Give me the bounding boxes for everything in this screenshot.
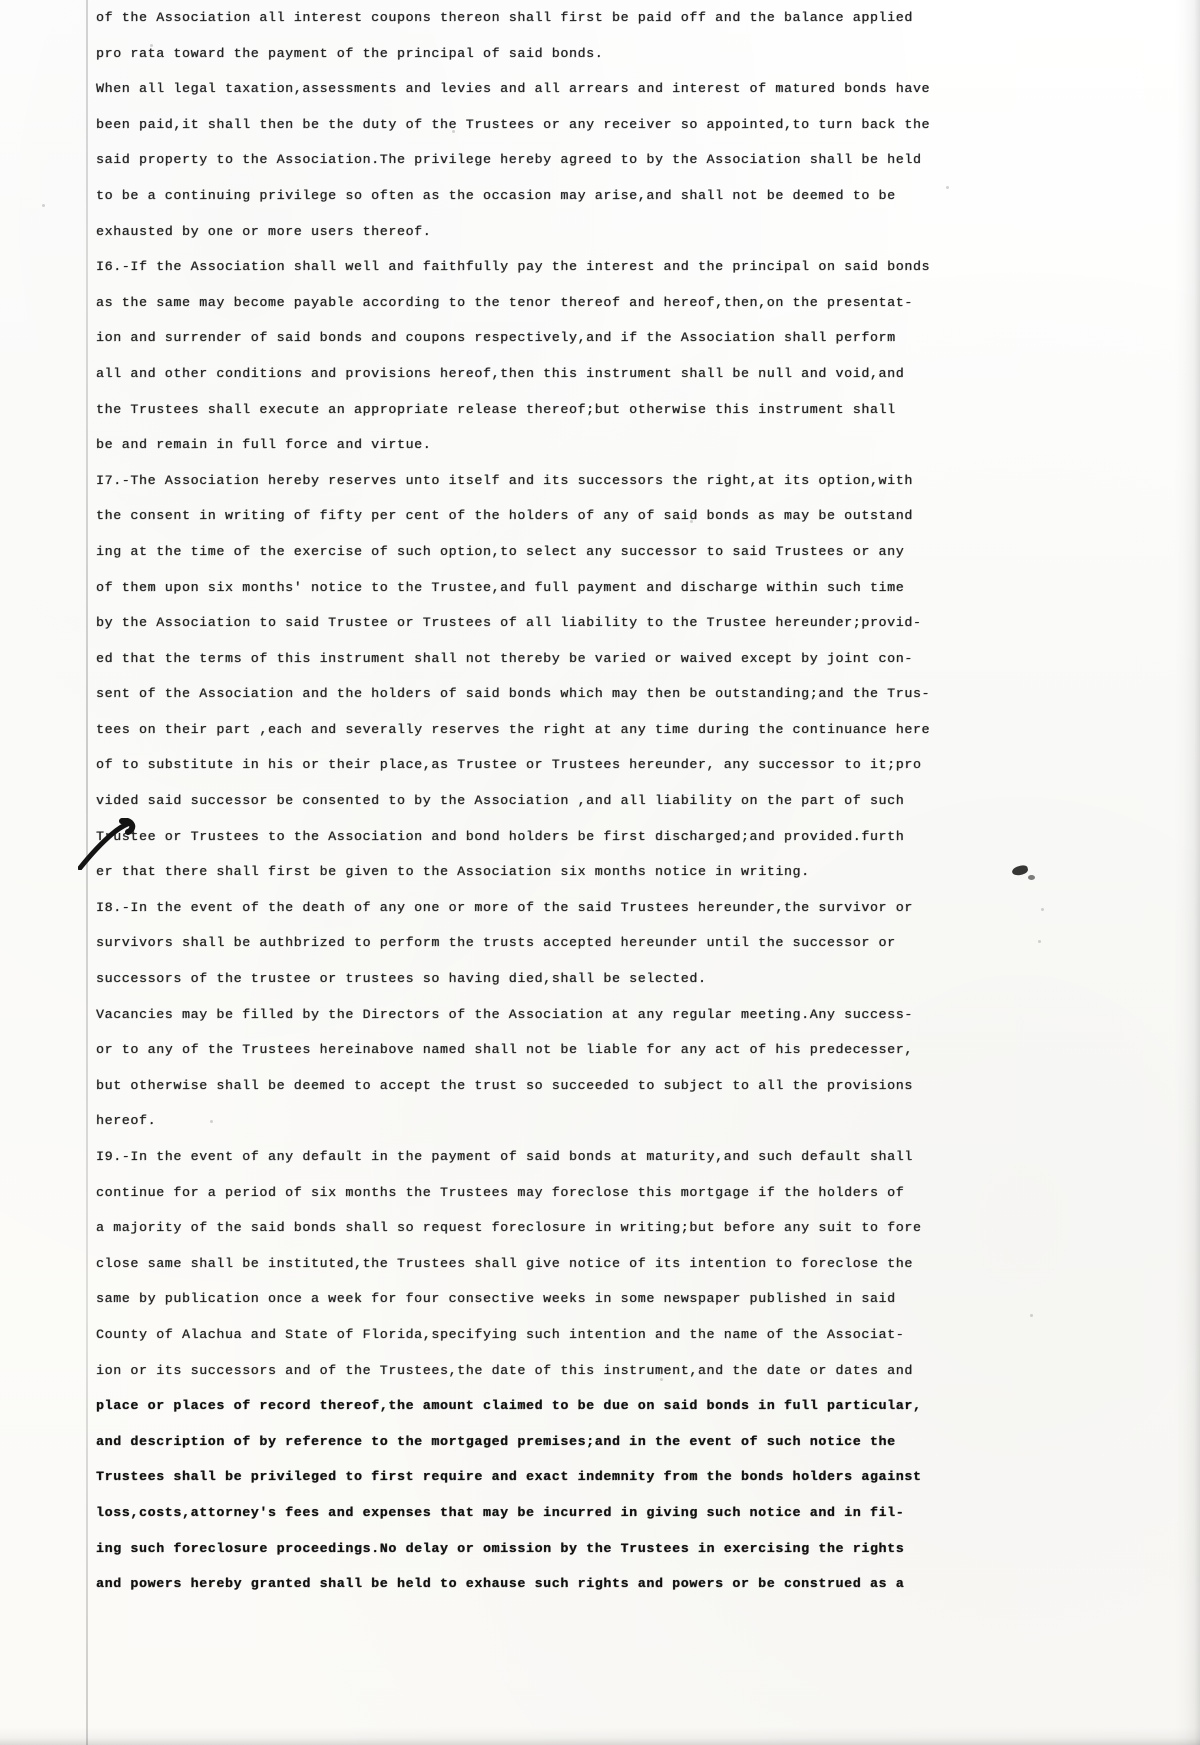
document-line: Trustee or Trustees to the Association and bond holders be first discharged;and provided.furth: [96, 828, 905, 844]
document-line: of to substitute in his or their place,as Trustee or Trustees hereunder, any successor to it;pro: [96, 757, 922, 773]
document-line: the Trustees shall execute an appropriate release thereof;but otherwise this instrument shall: [96, 401, 896, 417]
document-line: er that there shall first be given to the Association six months notice in writing.: [96, 864, 810, 880]
document-line: close same shall be instituted,the Trustees shall give notice of its intention to foreclose the: [96, 1255, 913, 1271]
document-line: ion and surrender of said bonds and coupons respectively,and if the Association shall perform: [96, 330, 896, 346]
scan-speck: [452, 130, 455, 133]
document-line: sent of the Association and the holders of said bonds which may then be outstanding;and the Trus-: [96, 686, 931, 702]
document-line: loss,costs,attorney's fees and expenses that may be incurred in giving such notice and in fil-: [96, 1504, 905, 1520]
ink-blot-secondary-mark: [1028, 875, 1035, 880]
document-line: vided said successor be consented to by the Association ,and all liability on the part of such: [96, 793, 905, 809]
scan-speck: [690, 520, 693, 523]
document-line: I6.-If the Association shall well and faithfully pay the interest and the principal on said bonds: [96, 259, 931, 275]
document-line: successors of the trustee or trustees so having died,shall be selected.: [96, 971, 707, 987]
document-line: as the same may become payable according to the tenor thereof and hereof,then,on the presentat-: [96, 294, 913, 310]
document-line: be and remain in full force and virtue.: [96, 437, 432, 453]
document-line: been paid,it shall then be the duty of the Trustees or any receiver so appointed,to turn back the: [96, 116, 931, 132]
document-line: the consent in writing of fifty per cent of the holders of any of said bonds as may be outstand: [96, 508, 913, 524]
document-line: ing such foreclosure proceedings.No delay or omission by the Trustees in exercising the rights: [96, 1540, 905, 1556]
document-line: tees on their part ,each and severally reserves the right at any time during the continuance here: [96, 721, 931, 737]
scan-speck: [660, 1378, 663, 1381]
document-line: and description of by reference to the mortgaged premises;and in the event of such notice the: [96, 1433, 896, 1449]
document-line: by the Association to said Trustee or Trustees of all liability to the Trustee hereunder;provid-: [96, 615, 922, 631]
scan-speck: [300, 370, 302, 372]
document-line: When all legal taxation,assessments and levies and all arrears and interest of matured bonds have: [96, 81, 931, 97]
document-line: I9.-In the event of any default in the payment of said bonds at maturity,and such default shall: [96, 1149, 913, 1164]
document-line: same by publication once a week for four consective weeks in some newspaper published in said: [96, 1291, 896, 1307]
document-line: of the Association all interest coupons thereon shall first be paid off and the balance applied: [96, 10, 913, 25]
document-line: County of Alachua and State of Florida,specifying such intention and the name of the Associat-: [96, 1326, 905, 1342]
document-line: pro rata toward the payment of the principal of said bonds.: [96, 45, 604, 61]
document-line: Trustees shall be privileged to first require and exact indemnity from the bonds holders against: [96, 1469, 922, 1485]
document-line: of them upon six months' notice to the Trustee,and full payment and discharge within such time: [96, 579, 905, 595]
document-line: Vacancies may be filled by the Directors of the Association at any regular meeting.Any success-: [96, 1006, 913, 1022]
scan-speck: [42, 204, 45, 207]
document-line: survivors shall be authbrized to perform the trusts accepted hereunder until the successor or: [96, 935, 896, 951]
document-line: but otherwise shall be deemed to accept the trust so succeeded to subject to all the provisions: [96, 1077, 913, 1093]
document-line: place or places of record thereof,the amount claimed to be due on said bonds in full particular,: [96, 1398, 922, 1414]
scan-speck: [946, 186, 949, 189]
left-margin-rule: [86, 0, 88, 1745]
right-scan-edge-shadow: [1174, 0, 1200, 1745]
scan-speck: [1041, 908, 1044, 911]
document-line: all and other conditions and provisions hereof,then this instrument shall be null and void,and: [96, 365, 905, 381]
document-line: I7.-The Association hereby reserves unto itself and its successors the right,at its option,with: [96, 472, 913, 488]
document-line: ion or its successors and of the Trustees,the date of this instrument,and the date or dates and: [96, 1362, 913, 1378]
document-line: hereof.: [96, 1113, 157, 1129]
document-body-text: [96, 0, 1036, 1602]
document-line: I8.-In the event of the death of any one or more of the said Trustees hereunder,the survivor or: [96, 899, 913, 915]
document-line: continue for a period of six months the Trustees may foreclose this mortgage if the holders of: [96, 1184, 905, 1200]
scan-speck: [1030, 1314, 1033, 1317]
bottom-scan-edge-shadow: [0, 1727, 1200, 1745]
document-line: or to any of the Trustees hereinabove named shall not be liable for any act of his predecesser,: [96, 1042, 913, 1058]
scan-speck: [1038, 940, 1041, 943]
document-line: said property to the Association.The privilege hereby agreed to by the Association shall be held: [96, 152, 922, 168]
document-line: and powers hereby granted shall be held to exhause such rights and powers or be construed as a: [96, 1576, 905, 1592]
document-line: ed that the terms of this instrument shall not thereby be varied or waived except by joint con-: [96, 650, 913, 666]
scan-speck: [150, 44, 153, 47]
document-line: exhausted by one or more users thereof.: [96, 223, 432, 239]
document-line: a majority of the said bonds shall so request foreclosure in writing;but before any suit to fore: [96, 1220, 922, 1236]
document-line: to be a continuing privilege so often as the occasion may arise,and shall not be deemed to be: [96, 187, 896, 203]
scan-speck: [210, 1120, 213, 1123]
document-line: ing at the time of the exercise of such option,to select any successor to said Trustees or any: [96, 543, 905, 559]
